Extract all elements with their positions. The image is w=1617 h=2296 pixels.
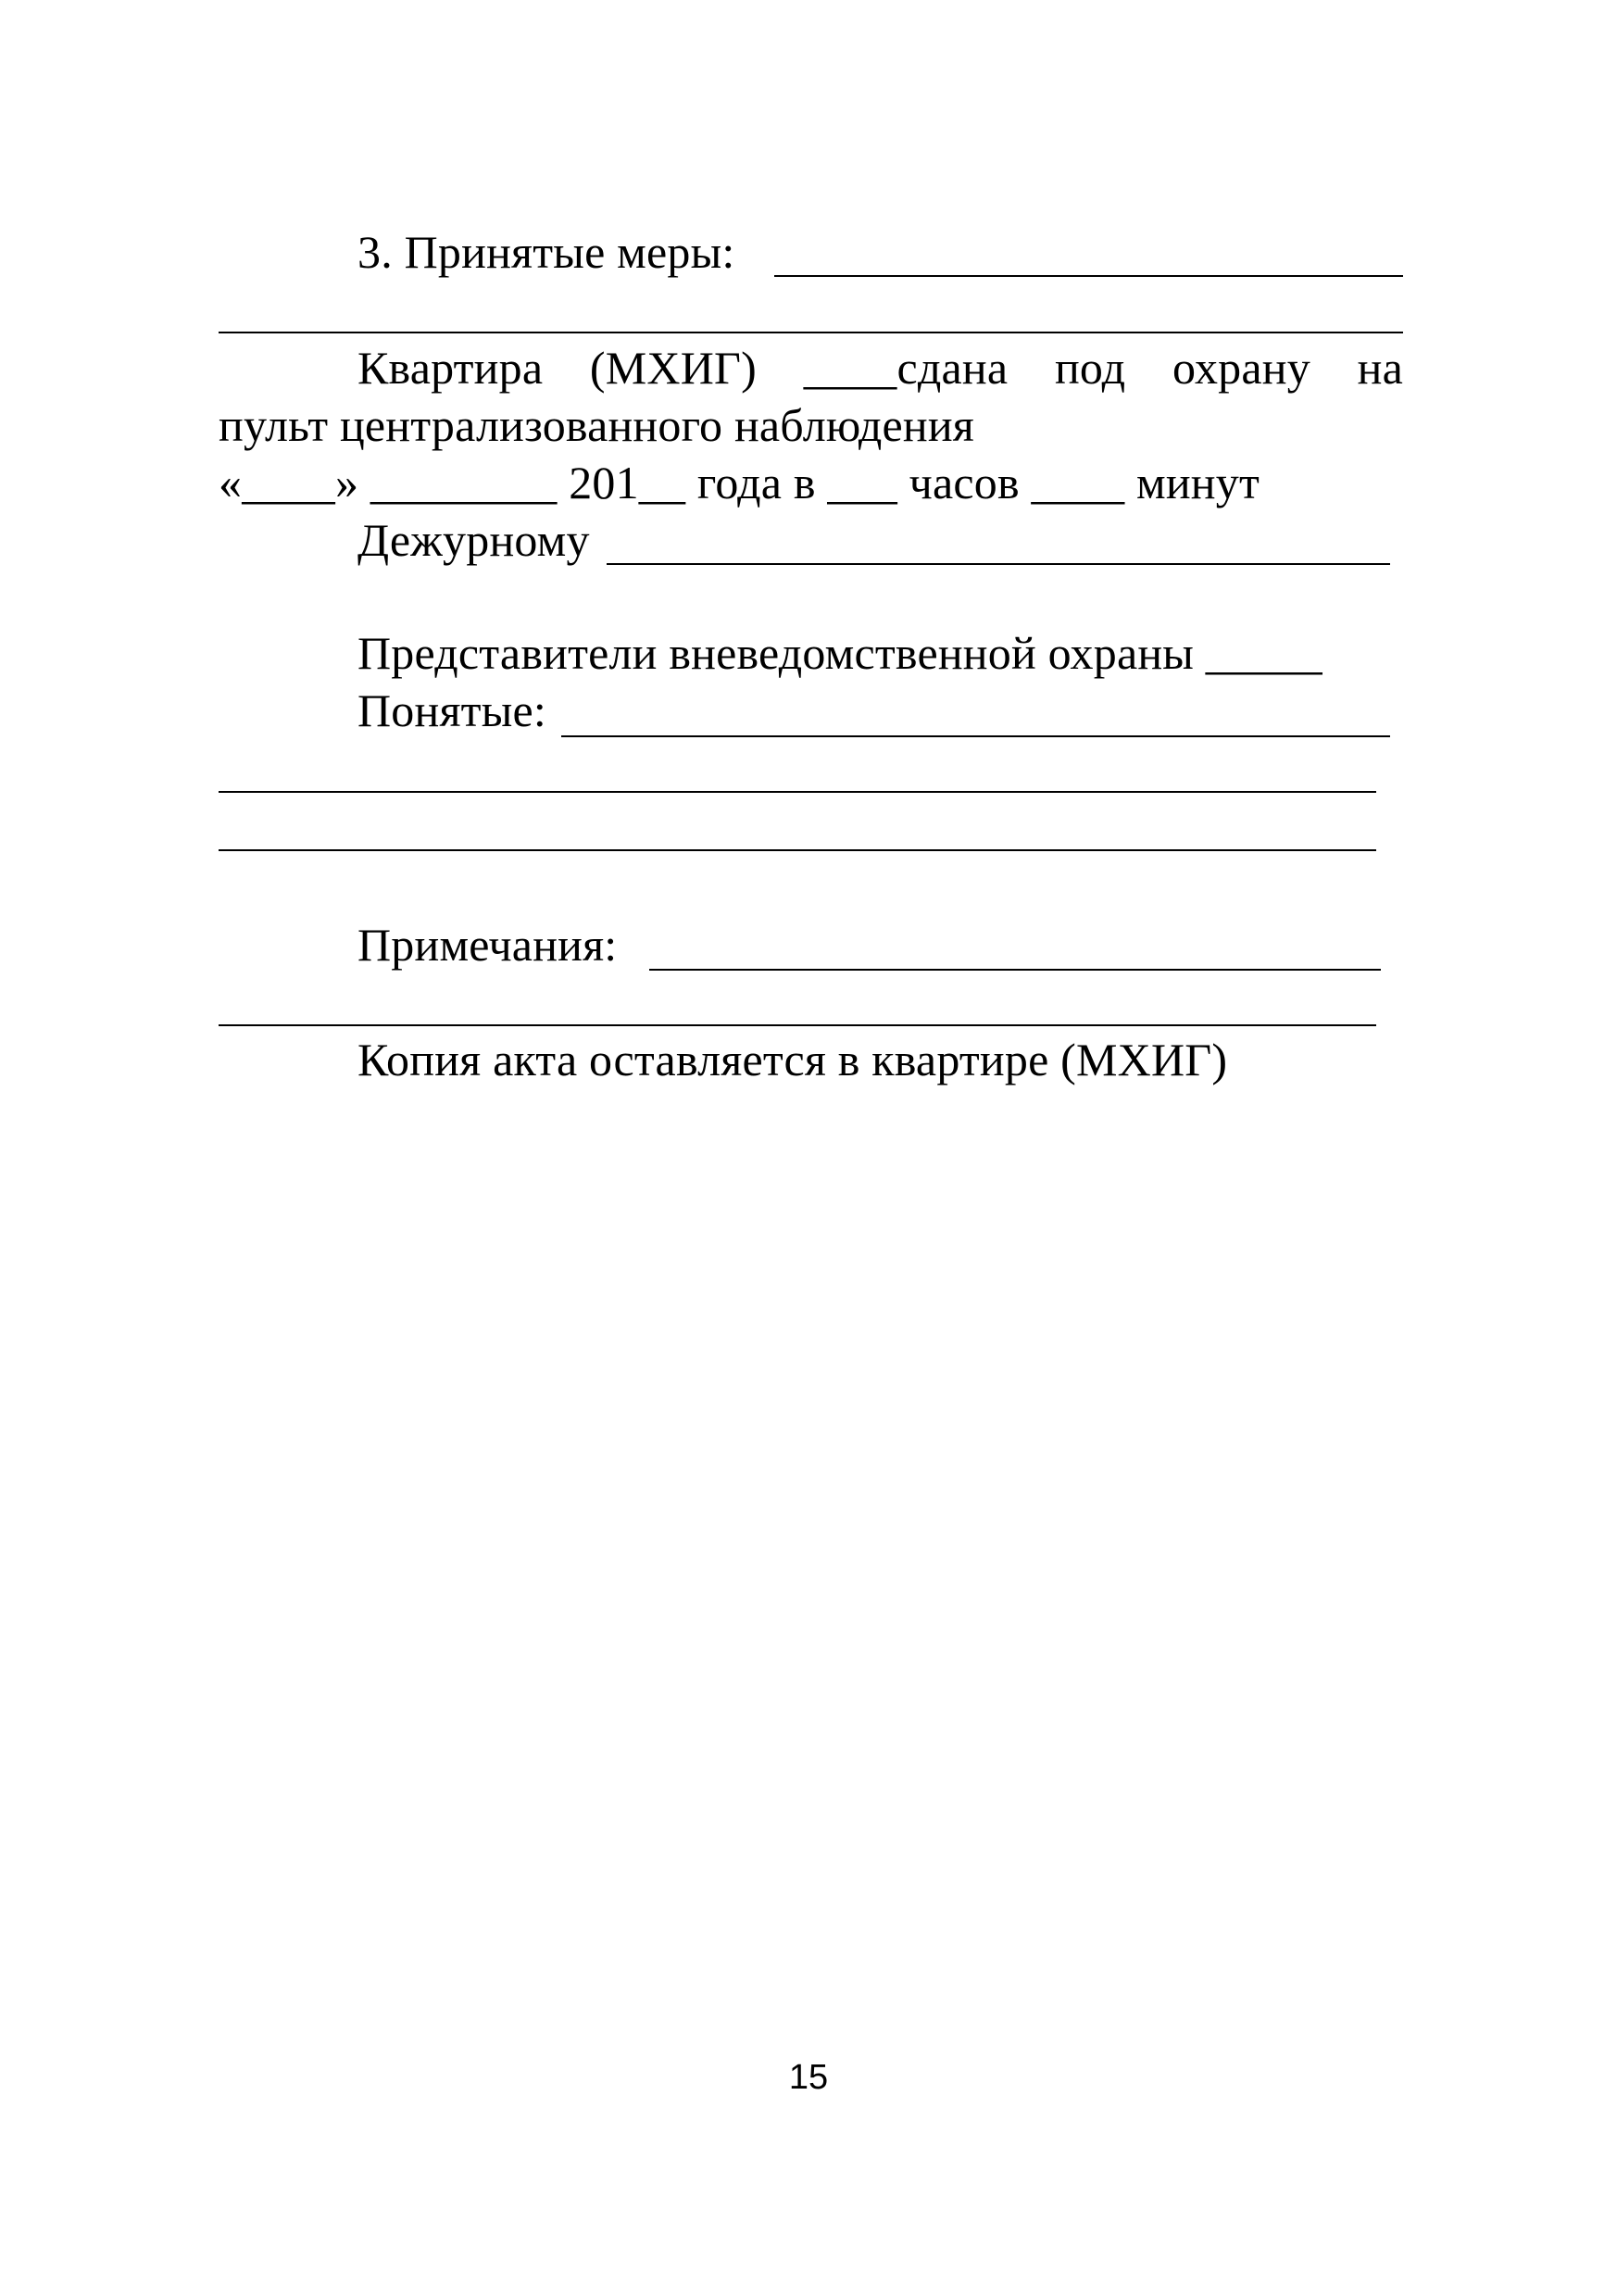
notes-field-line: [649, 969, 1381, 971]
security-reps-label: Представители вневедомственной охраны _____: [357, 627, 1322, 679]
measures-continuation-line: [219, 332, 1403, 333]
witness-blank-line-1: [219, 791, 1376, 793]
apartment-word-1: Квартира: [357, 342, 544, 394]
witness-blank-line-2: [219, 849, 1376, 851]
section3-label: 3. Принятые меры:: [357, 226, 735, 278]
date-line: «____» ________ 201__ года в ___ часов ____ минут: [219, 457, 1260, 508]
witnesses-field-line: [561, 735, 1390, 737]
apartment-word-3: ____сдана: [803, 342, 1009, 394]
apartment-word-4: под: [1054, 342, 1126, 394]
duty-field-line: [607, 563, 1390, 565]
page-number: 15: [788, 2058, 829, 2097]
witnesses-label: Понятые:: [357, 684, 546, 736]
notes-label: Примечания:: [357, 919, 618, 971]
apartment-word-5: охрану: [1172, 342, 1310, 394]
copy-note: Копия акта оставляется в квартире (МХИГ): [357, 1034, 1228, 1085]
apartment-word-2: (МХИГ): [589, 342, 758, 394]
notes-blank-line: [219, 1024, 1376, 1026]
apartment-word-6: на: [1357, 342, 1403, 394]
apartment-line: [357, 340, 1403, 395]
measures-field-line: [774, 275, 1403, 277]
duty-label: Дежурному: [357, 514, 590, 566]
console-line: пульт централизованного наблюдения: [219, 399, 975, 451]
